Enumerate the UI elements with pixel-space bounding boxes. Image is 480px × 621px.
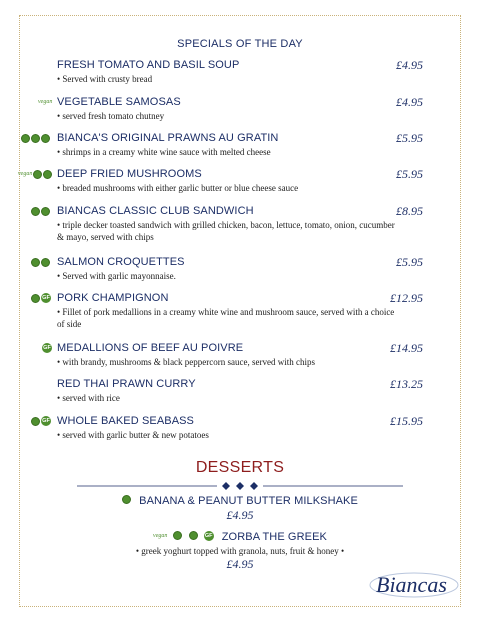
vegan-icon: vegan [18, 171, 33, 177]
specials-heading: SPECIALS OF THE DAY [177, 38, 303, 50]
dairy-icon [31, 417, 40, 426]
item-description: • Served with garlic mayonnaise. [57, 271, 176, 281]
gluten-icon [31, 207, 40, 216]
menu-item [57, 167, 423, 194]
item-price: £15.95 [390, 414, 423, 428]
item-description: • triple decker toasted sandwich with grilled chicken, bacon, lettuce, tomato, onion, cucumber & mayo, served with chips [57, 220, 395, 242]
menu-item [57, 341, 423, 368]
item-price: £5.95 [396, 167, 423, 181]
dietary-badges [18, 168, 53, 180]
item-price: £13.25 [390, 377, 423, 391]
item-description: • served with rice [57, 393, 120, 403]
menu-item [57, 204, 423, 243]
gluten-free-icon: GF [42, 418, 50, 424]
menu-item [57, 95, 423, 122]
item-description: • greek yoghurt topped with granola, nuts, fruit & honey • [135, 546, 345, 556]
dessert-item [0, 525, 480, 571]
logo-text: Biancas [376, 572, 447, 597]
biancas-logo [368, 568, 460, 600]
item-price: £4.95 [226, 508, 254, 522]
item-description: • with brandy, mushrooms & black peppercorn sauce, served with chips [57, 357, 316, 367]
dietary-badges [31, 292, 52, 304]
dietary-badges [21, 132, 51, 144]
item-name: DEEP FRIED MUSHROOMS [57, 168, 202, 180]
item-description: • shrimps in a creamy white wine sauce with melted cheese [57, 147, 271, 157]
dessert-item [0, 489, 480, 522]
dairy-icon [21, 134, 30, 143]
item-price: £8.95 [396, 204, 423, 218]
item-price: £5.95 [396, 255, 423, 269]
nut-icon [189, 531, 198, 540]
menu-item [57, 291, 423, 330]
vegan-icon: vegan [38, 99, 53, 105]
item-name: FRESH TOMATO AND BASIL SOUP [57, 59, 240, 71]
item-description: • Served with crusty bread [57, 74, 153, 84]
gluten-icon [31, 134, 40, 143]
gluten-free-icon: GF [42, 295, 50, 301]
item-price: £4.95 [396, 95, 423, 109]
menu-item [57, 377, 423, 404]
dairy-icon [31, 294, 40, 303]
item-price: £5.95 [396, 131, 423, 145]
menu-item [57, 255, 423, 282]
item-name: BIANCAS CLASSIC CLUB SANDWICH [57, 205, 254, 217]
dietary-badges [31, 256, 51, 268]
item-name: BIANCA'S ORIGINAL PRAWNS AU GRATIN [57, 132, 279, 144]
item-name: SALMON CROQUETTES [57, 256, 185, 268]
dairy-icon [173, 531, 182, 540]
vegan-icon: vegan [153, 532, 168, 539]
item-name: MEDALLIONS OF BEEF AU POIVRE [57, 342, 244, 354]
item-price: £4.95 [396, 58, 423, 72]
item-price: £14.95 [390, 341, 423, 355]
item-description: • breaded mushrooms with either garlic butter or blue cheese sauce [57, 183, 299, 193]
dietary-badges [31, 205, 51, 217]
egg-icon [41, 207, 50, 216]
menu-item [57, 131, 423, 158]
item-description: • served with garlic butter & new potatoes [57, 430, 209, 440]
item-name: VEGETABLE SAMOSAS [57, 96, 181, 108]
item-price: £4.95 [226, 557, 254, 571]
dairy-icon [31, 258, 40, 267]
item-name: RED THAI PRAWN CURRY [57, 378, 196, 390]
menu-item [57, 414, 423, 441]
desserts-heading: DESSERTS [195, 459, 285, 476]
shellfish-icon [41, 134, 50, 143]
item-description: • Fillet of pork medallions in a creamy white wine and mushroom sauce, served with a choice of side [57, 307, 395, 329]
fish-icon [41, 258, 50, 267]
item-name: ZORBA THE GREEK [221, 531, 327, 543]
menu-item [57, 58, 423, 85]
item-description: • served fresh tomato chutney [57, 111, 165, 121]
egg-icon [43, 170, 52, 179]
item-price: £12.95 [390, 291, 423, 305]
item-name: WHOLE BAKED SEABASS [57, 415, 194, 427]
dietary-badges [38, 96, 53, 108]
dietary-badges [42, 342, 53, 354]
gluten-free-icon: GF [204, 532, 213, 539]
item-name: BANANA & PEANUT BUTTER MILKSHAKE [139, 495, 358, 507]
dietary-badges [31, 415, 52, 427]
gluten-free-icon: GF [43, 345, 51, 351]
item-name: PORK CHAMPIGNON [57, 292, 169, 304]
gluten-icon [33, 170, 42, 179]
dairy-icon [122, 495, 131, 504]
